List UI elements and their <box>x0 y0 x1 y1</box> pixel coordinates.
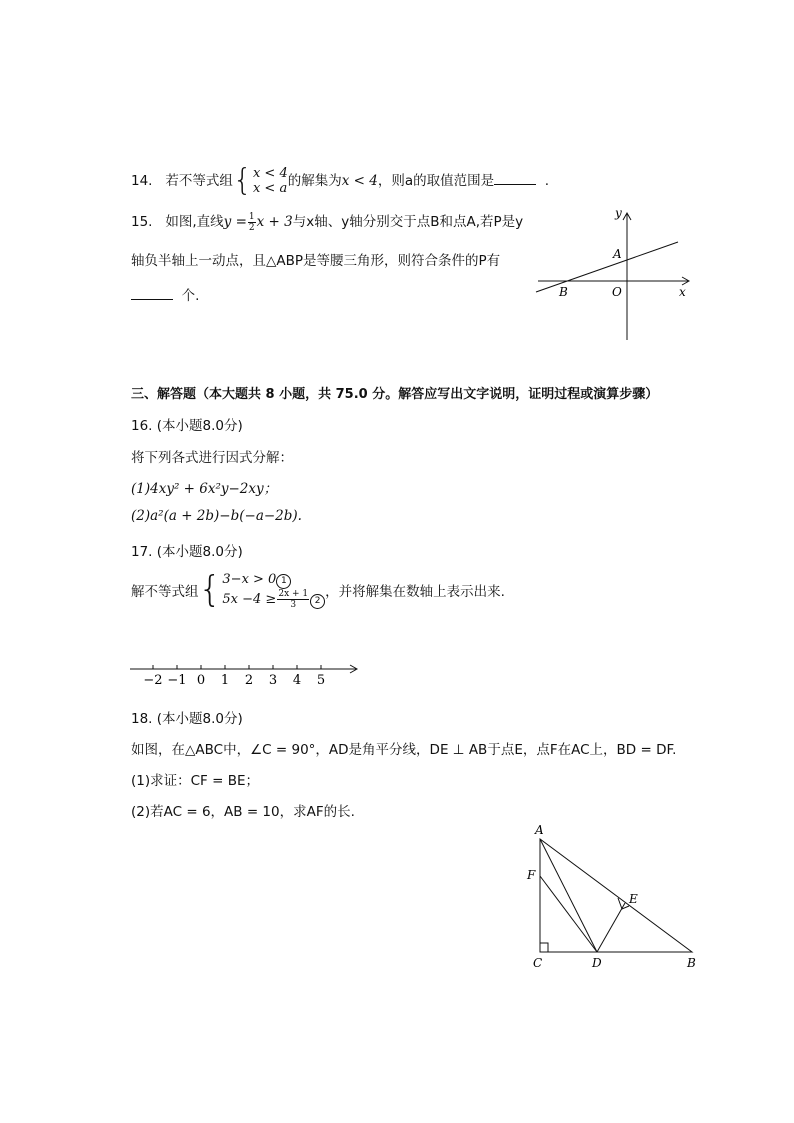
q17-prefix: 解不等式组 <box>131 584 199 600</box>
q15-eq-left: y = <box>223 214 247 230</box>
q14-end: . <box>544 173 549 189</box>
number-line-tick-label: −2 <box>143 673 163 688</box>
q15-text-line3: 个. <box>181 288 200 304</box>
q14-middle: 的解集为 <box>287 173 342 189</box>
segment-ad <box>540 839 597 952</box>
label-y: y <box>615 206 622 220</box>
q17-row1-expr: 3−x > 0 <box>222 572 277 587</box>
q14-system: { x < 4 x < a <box>232 163 288 198</box>
label-c: C <box>533 956 543 970</box>
number-line-tick-label: −1 <box>167 673 187 688</box>
q17-row1 <box>222 570 325 589</box>
line-ab <box>536 242 678 292</box>
q18-triangle-figure <box>520 818 710 978</box>
q18-header: 18. (本小题8.0分) <box>131 711 243 727</box>
question-15-line1 <box>131 210 523 233</box>
q17-row2-left: 5x −4 ≥ <box>222 592 277 607</box>
q15-frac-num: 1 <box>248 211 255 222</box>
label-b: B <box>687 956 696 970</box>
q17-system: { 3−x > 0 1 5x −4 ≥ $\frac{2x + 1}{3}$ 2 <box>199 570 326 610</box>
q14-row1: x < 4 <box>252 166 288 181</box>
q17-frac-den: 3 <box>290 600 297 610</box>
label-f: F <box>527 868 536 882</box>
number-line-tick-label: 1 <box>220 673 230 688</box>
q14-suffix: ，则a的取值范围是 <box>377 173 495 189</box>
q18-line1: 如图，在△ABC中，∠C = 90°，AD是角平分线，DE ⊥ AB于点E，点F在AC上，BD = DF. <box>131 742 677 758</box>
number-line-tick-label: 3 <box>268 673 278 688</box>
label-d: D <box>592 956 602 970</box>
label-e: E <box>629 892 638 906</box>
q15-eq-right: x + 3 <box>256 214 293 230</box>
q17-header: 17. (本小题8.0分) <box>131 544 243 560</box>
q17-row2 <box>222 589 325 610</box>
question-14 <box>131 163 549 198</box>
number-line-tick-label: 0 <box>196 673 206 688</box>
q14-row2: x < a <box>252 181 288 196</box>
q15-text-b: 与x轴、y轴分别交于点B和点A,若P是y <box>292 214 524 230</box>
label-a: A <box>535 823 544 837</box>
segment-fd <box>540 876 597 952</box>
q18-part2: (2)若AC = 6，AB = 10，求AF的长. <box>131 804 355 820</box>
q15-coordinate-figure <box>530 200 700 350</box>
q17-row2-mark: 2 <box>310 594 325 609</box>
segment-de <box>597 903 625 952</box>
q14-prefix: 若不等式组 <box>165 173 233 189</box>
number-line <box>128 660 368 690</box>
q17-suffix: ，并将解集在数轴上表示出来. <box>325 584 505 600</box>
q15-answer-blank <box>131 287 173 300</box>
label-o: O <box>612 285 622 299</box>
q17-fraction <box>277 589 309 610</box>
q17-system-line <box>131 570 505 610</box>
q16-header: 16. (本小题8.0分) <box>131 418 243 434</box>
q16-part2: (2)a²(a + 2b)−b(−a−2b). <box>131 508 302 524</box>
question-15-line3 <box>131 284 199 304</box>
label-b: B <box>559 285 568 299</box>
number-line-tick-label: 5 <box>316 673 326 688</box>
q15-text-a: 如图,直线 <box>165 214 224 230</box>
q17-row1-mark: 1 <box>276 574 291 589</box>
q14-number: 14. <box>131 173 153 189</box>
triangle-abc <box>540 839 692 952</box>
section-3-title: 三、解答题（本大题共 8 小题，共 75.0 分。解答应写出文字说明，证明过程或演算步骤） <box>131 387 659 402</box>
q14-answer-blank <box>494 172 536 185</box>
q16-part1: (1)4xy² + 6x²y−2xy； <box>131 481 278 497</box>
q15-fraction <box>248 212 256 233</box>
q17-frac-num: 2x + 1 <box>278 589 309 599</box>
question-15-line2 <box>131 249 500 269</box>
q18-part1: (1)求证：CF = BE； <box>131 773 259 789</box>
q16-intro: 将下列各式进行因式分解： <box>131 450 293 466</box>
q14-solution: x < 4 <box>341 173 378 189</box>
q15-number: 15. <box>131 214 153 230</box>
right-angle-c <box>540 943 548 952</box>
label-x: x <box>679 285 686 299</box>
number-line-tick-label: 4 <box>292 673 302 688</box>
q15-text-line2: 轴负半轴上一动点，且△ABP是等腰三角形，则符合条件的P有 <box>131 253 501 269</box>
q15-frac-den: 2 <box>248 222 255 233</box>
number-line-tick-label: 2 <box>244 673 254 688</box>
label-a: A <box>613 247 622 261</box>
